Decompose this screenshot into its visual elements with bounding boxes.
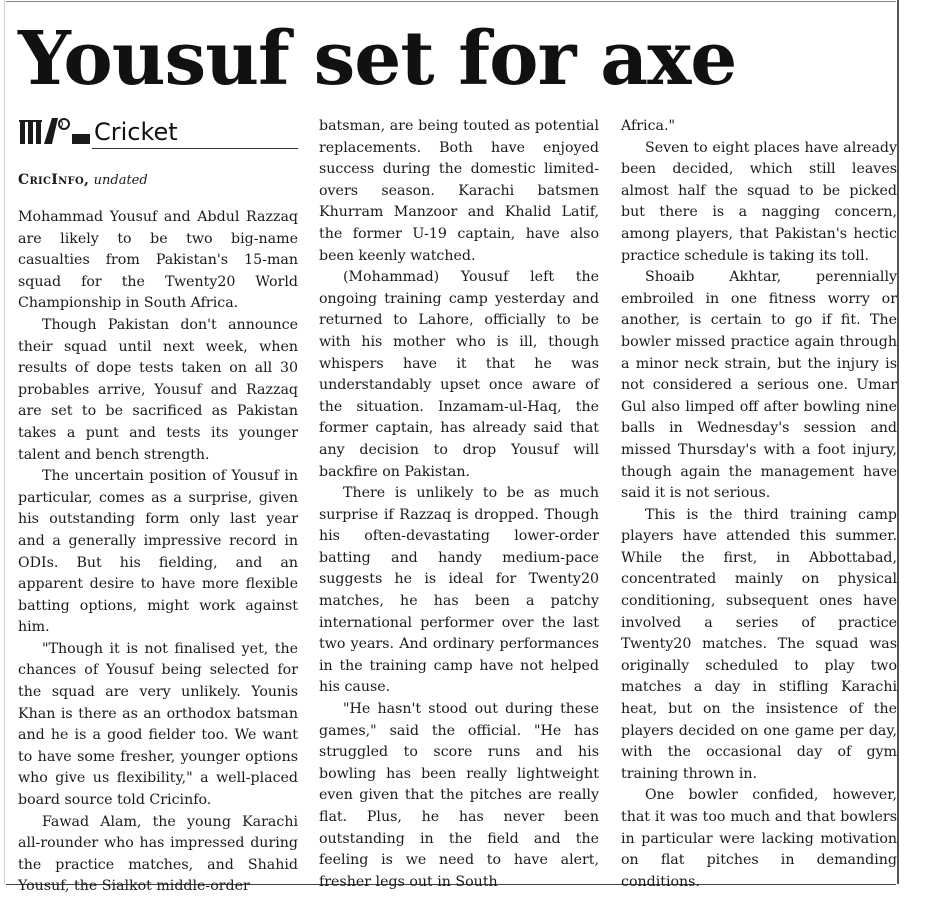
paragraph: One bowler confided, however, that it was too much and that bowlers in particular were lacking motivation on flat pitches in demanding conditions. [621, 787, 897, 890]
paragraph: "Though it is not finalised yet, the chances of Yousuf being selected for the squad are very unlikely. Younis Khan is there as an orthodox batsman and he is a good fielder too. We want to have some fresher, younger options who give us flexibility," a well-placed board source told Cricinfo. [18, 640, 298, 809]
section-kicker [18, 110, 298, 150]
byline-date: undated [93, 173, 148, 188]
byline-source: CricInfo, [18, 172, 90, 188]
byline [18, 172, 298, 188]
paragraph: There is unlikely to be as much surprise if Razzaq is dropped. Though his often-devastating lower-order batting and handy medium-pace suggests he is ideal for Twenty20 matches, he has been a patchy international performer over the last two years. And ordinary performances in the training camp have not helped his cause. [319, 485, 599, 696]
headline: Yousuf set for axe [18, 16, 737, 102]
paragraph: Africa." [621, 118, 676, 134]
paragraph: Seven to eight places have already been decided, which still leaves almost half the squad to be picked but there is a nagging concern, among players, that Pakistan's hectic practice schedule is taking its toll. [621, 139, 897, 264]
paragraph: (Mohammad) Yousuf left the ongoing training camp yesterday and returned to Lahore, officially to be with his mother who is ill, though whispers have it that he was understandably upset once aware of the situation. Inzamam-ul-Haq, the former captain, has already said that any decision to drop Yousuf will backfire on Pakistan. [319, 269, 599, 480]
paragraph: "He hasn't stood out during these games," said the official. "He has struggled to score runs and his bowling has been really lightweight even given that the pitches are really flat. Plus, he has never been outstanding in the field and the feeling is we need to have alert, fresher legs out in South [319, 701, 599, 890]
paragraph: Though Pakistan don't announce their squad until next week, when results of dope tests taken on all 30 probables arrive, Yousuf and Razzaq are set to be sacrificed as Pakistan takes a punt and tests its younger talent and bench strength. [18, 316, 298, 463]
paragraph: The uncertain position of Yousuf in particular, comes as a surprise, given his outstanding form only last year and a generally impressive record in ODIs. But his fielding, and an apparent desire to have more flexible batting options, might work against him. [18, 468, 298, 636]
paragraph: Shoaib Akhtar, perennially embroiled in one fitness worry or another, is certain to go if fit. The bowler missed practice again through a minor neck strain, but the injury is not considered a serious one. Umar Gul also limped off after bowling nine balls in Wednesday's session and missed Thursday's with a foot injury, though again the management have said it is not serious. [621, 269, 897, 502]
paragraph: batsman, are being touted as potential replacements. Both have enjoyed success during the domestic limited-overs season. Karachi batsmen Khurram Manzoor and Khalid Latif, the former U-19 captain, have also been keenly watched. [319, 118, 599, 264]
paragraph: This is the third training camp players have attended this summer. While the first, in Abbottabad, concentrated mainly on physical conditioning, subsequent ones have involved a series of practice Twenty20 matches. The squad was originally scheduled to play two matches a day in stifling Karachi heat, but on the insistence of the players decided on one game per day, with the occasional day of gym training thrown in. [621, 506, 897, 782]
paragraph: Fawad Alam, the young Karachi all-rounder who has impressed during the practice matches, and Shahid Yousuf, the Sialkot middle-order [18, 813, 298, 895]
section-underline [92, 148, 298, 149]
cricket-logo-icon [18, 114, 92, 146]
section-label: Cricket [94, 118, 178, 146]
paragraph: Mohammad Yousuf and Abdul Razzaq are likely to be two big-name casualties from Pakistan's 15-man squad for the Twenty20 World Championship in South Africa. [18, 209, 298, 312]
article-column-2 [319, 116, 599, 893]
article-column-3 [621, 116, 897, 893]
top-rule [6, 1, 896, 2]
